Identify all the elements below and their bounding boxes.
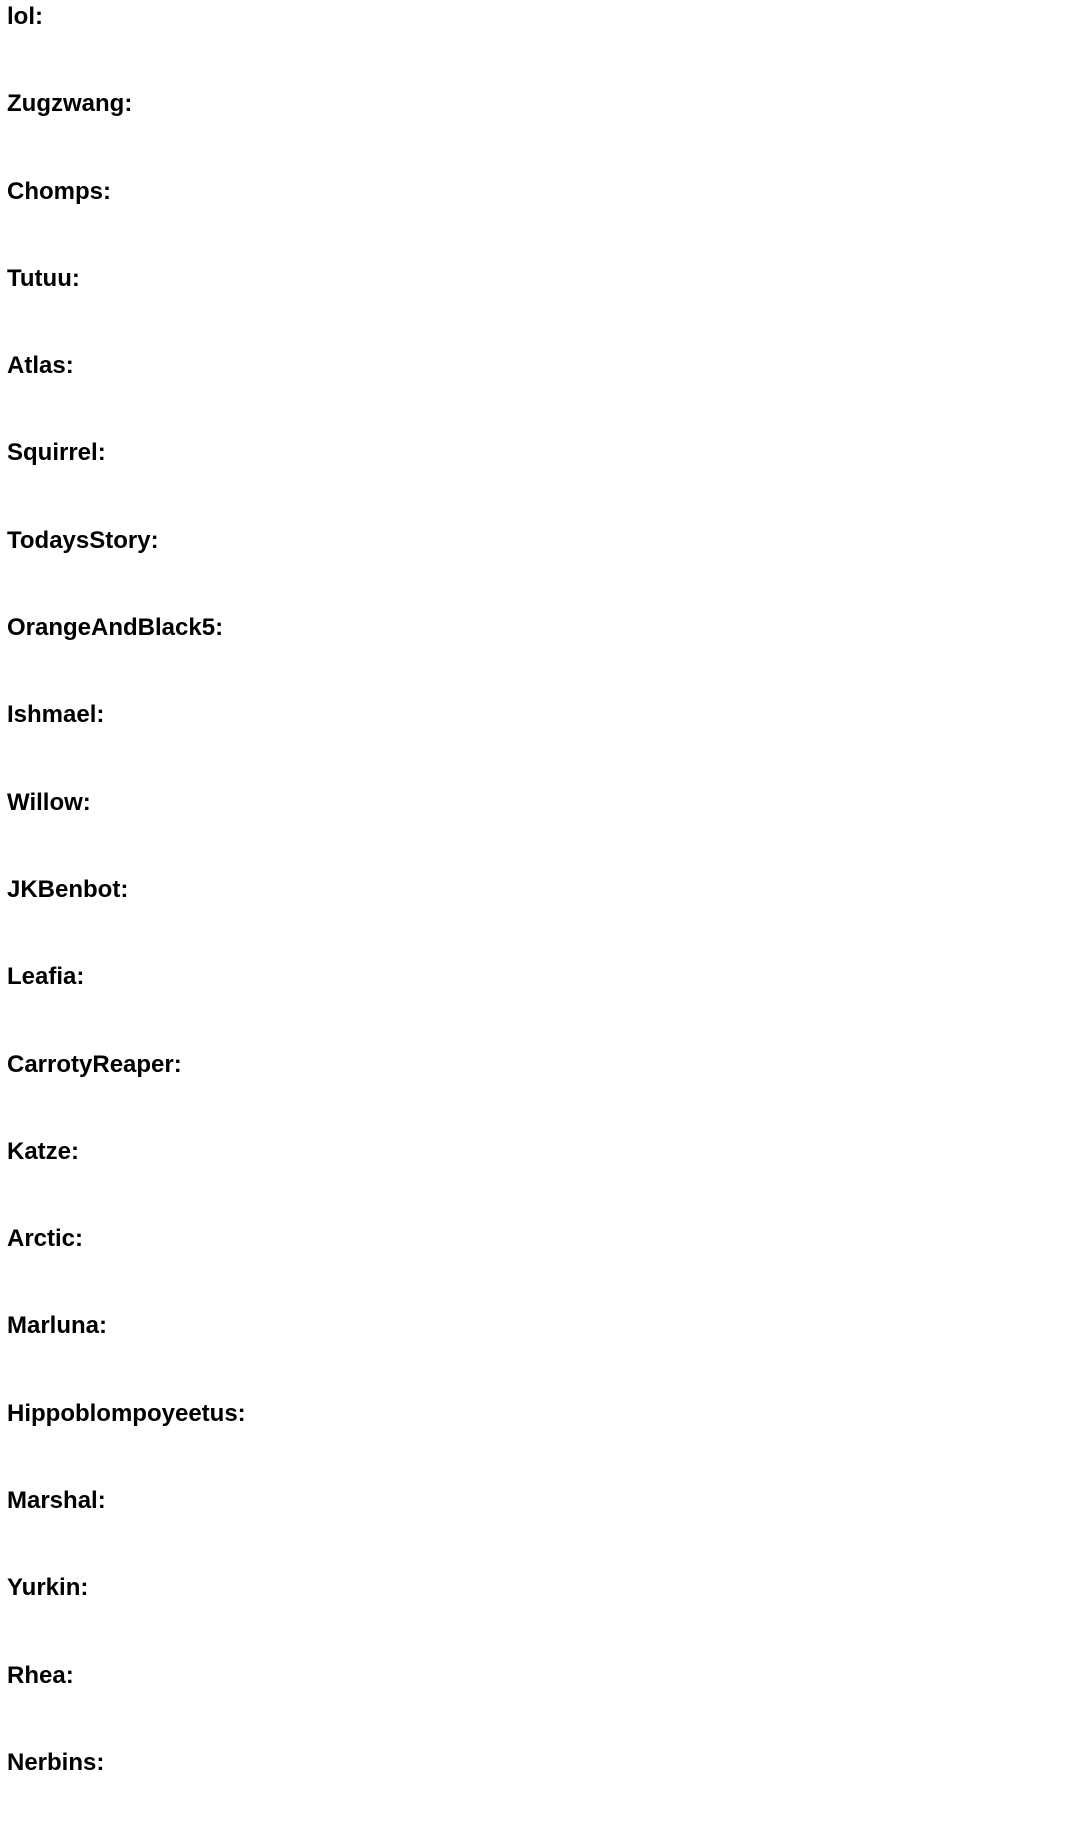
entry-heading: Yurkin:	[7, 1574, 89, 1602]
list-item	[0, 262, 1084, 349]
list-item	[0, 611, 1084, 698]
list-item	[0, 1484, 1084, 1571]
list-item	[0, 1309, 1084, 1396]
entry-heading: Nerbins:	[7, 1748, 105, 1776]
entry-heading: Hippoblompoyeetus:	[7, 1399, 246, 1427]
entry-heading: Willow:	[7, 788, 91, 816]
list-item	[0, 960, 1084, 1047]
entry-heading: JKBenbot:	[7, 875, 129, 903]
list-item	[0, 436, 1084, 523]
list-item	[0, 1397, 1084, 1484]
list-item	[0, 1222, 1084, 1309]
list-item	[0, 524, 1084, 611]
list-item	[0, 349, 1084, 436]
list-item	[0, 175, 1084, 262]
list-item	[0, 1135, 1084, 1222]
list-item	[0, 873, 1084, 960]
list-item	[0, 0, 1084, 87]
entry-heading: Marluna:	[7, 1312, 108, 1340]
list-item	[0, 1571, 1084, 1658]
entry-heading: Katze:	[7, 1137, 80, 1165]
list-item	[0, 1659, 1084, 1746]
list-item	[0, 1746, 1084, 1833]
entry-heading: TodaysStory:	[7, 526, 159, 554]
entry-heading: Arctic:	[7, 1225, 84, 1253]
entry-heading: Zugzwang:	[7, 90, 133, 118]
entry-heading: Leafia:	[7, 963, 85, 991]
entry-heading: Chomps:	[7, 177, 111, 205]
entry-heading: Ishmael:	[7, 701, 105, 729]
entry-heading: Tutuu:	[7, 264, 80, 292]
entry-heading: Atlas:	[7, 352, 74, 380]
list-item	[0, 87, 1084, 174]
entry-heading: CarrotyReaper:	[7, 1050, 182, 1078]
entry-heading: Rhea:	[7, 1661, 74, 1689]
list-item	[0, 698, 1084, 785]
entry-heading: OrangeAndBlack5:	[7, 614, 224, 642]
entry-heading: Marshal:	[7, 1487, 106, 1515]
entry-heading: lol:	[7, 3, 43, 30]
list-item	[0, 1048, 1084, 1135]
entry-heading: Squirrel:	[7, 439, 106, 467]
list-item	[0, 786, 1084, 873]
